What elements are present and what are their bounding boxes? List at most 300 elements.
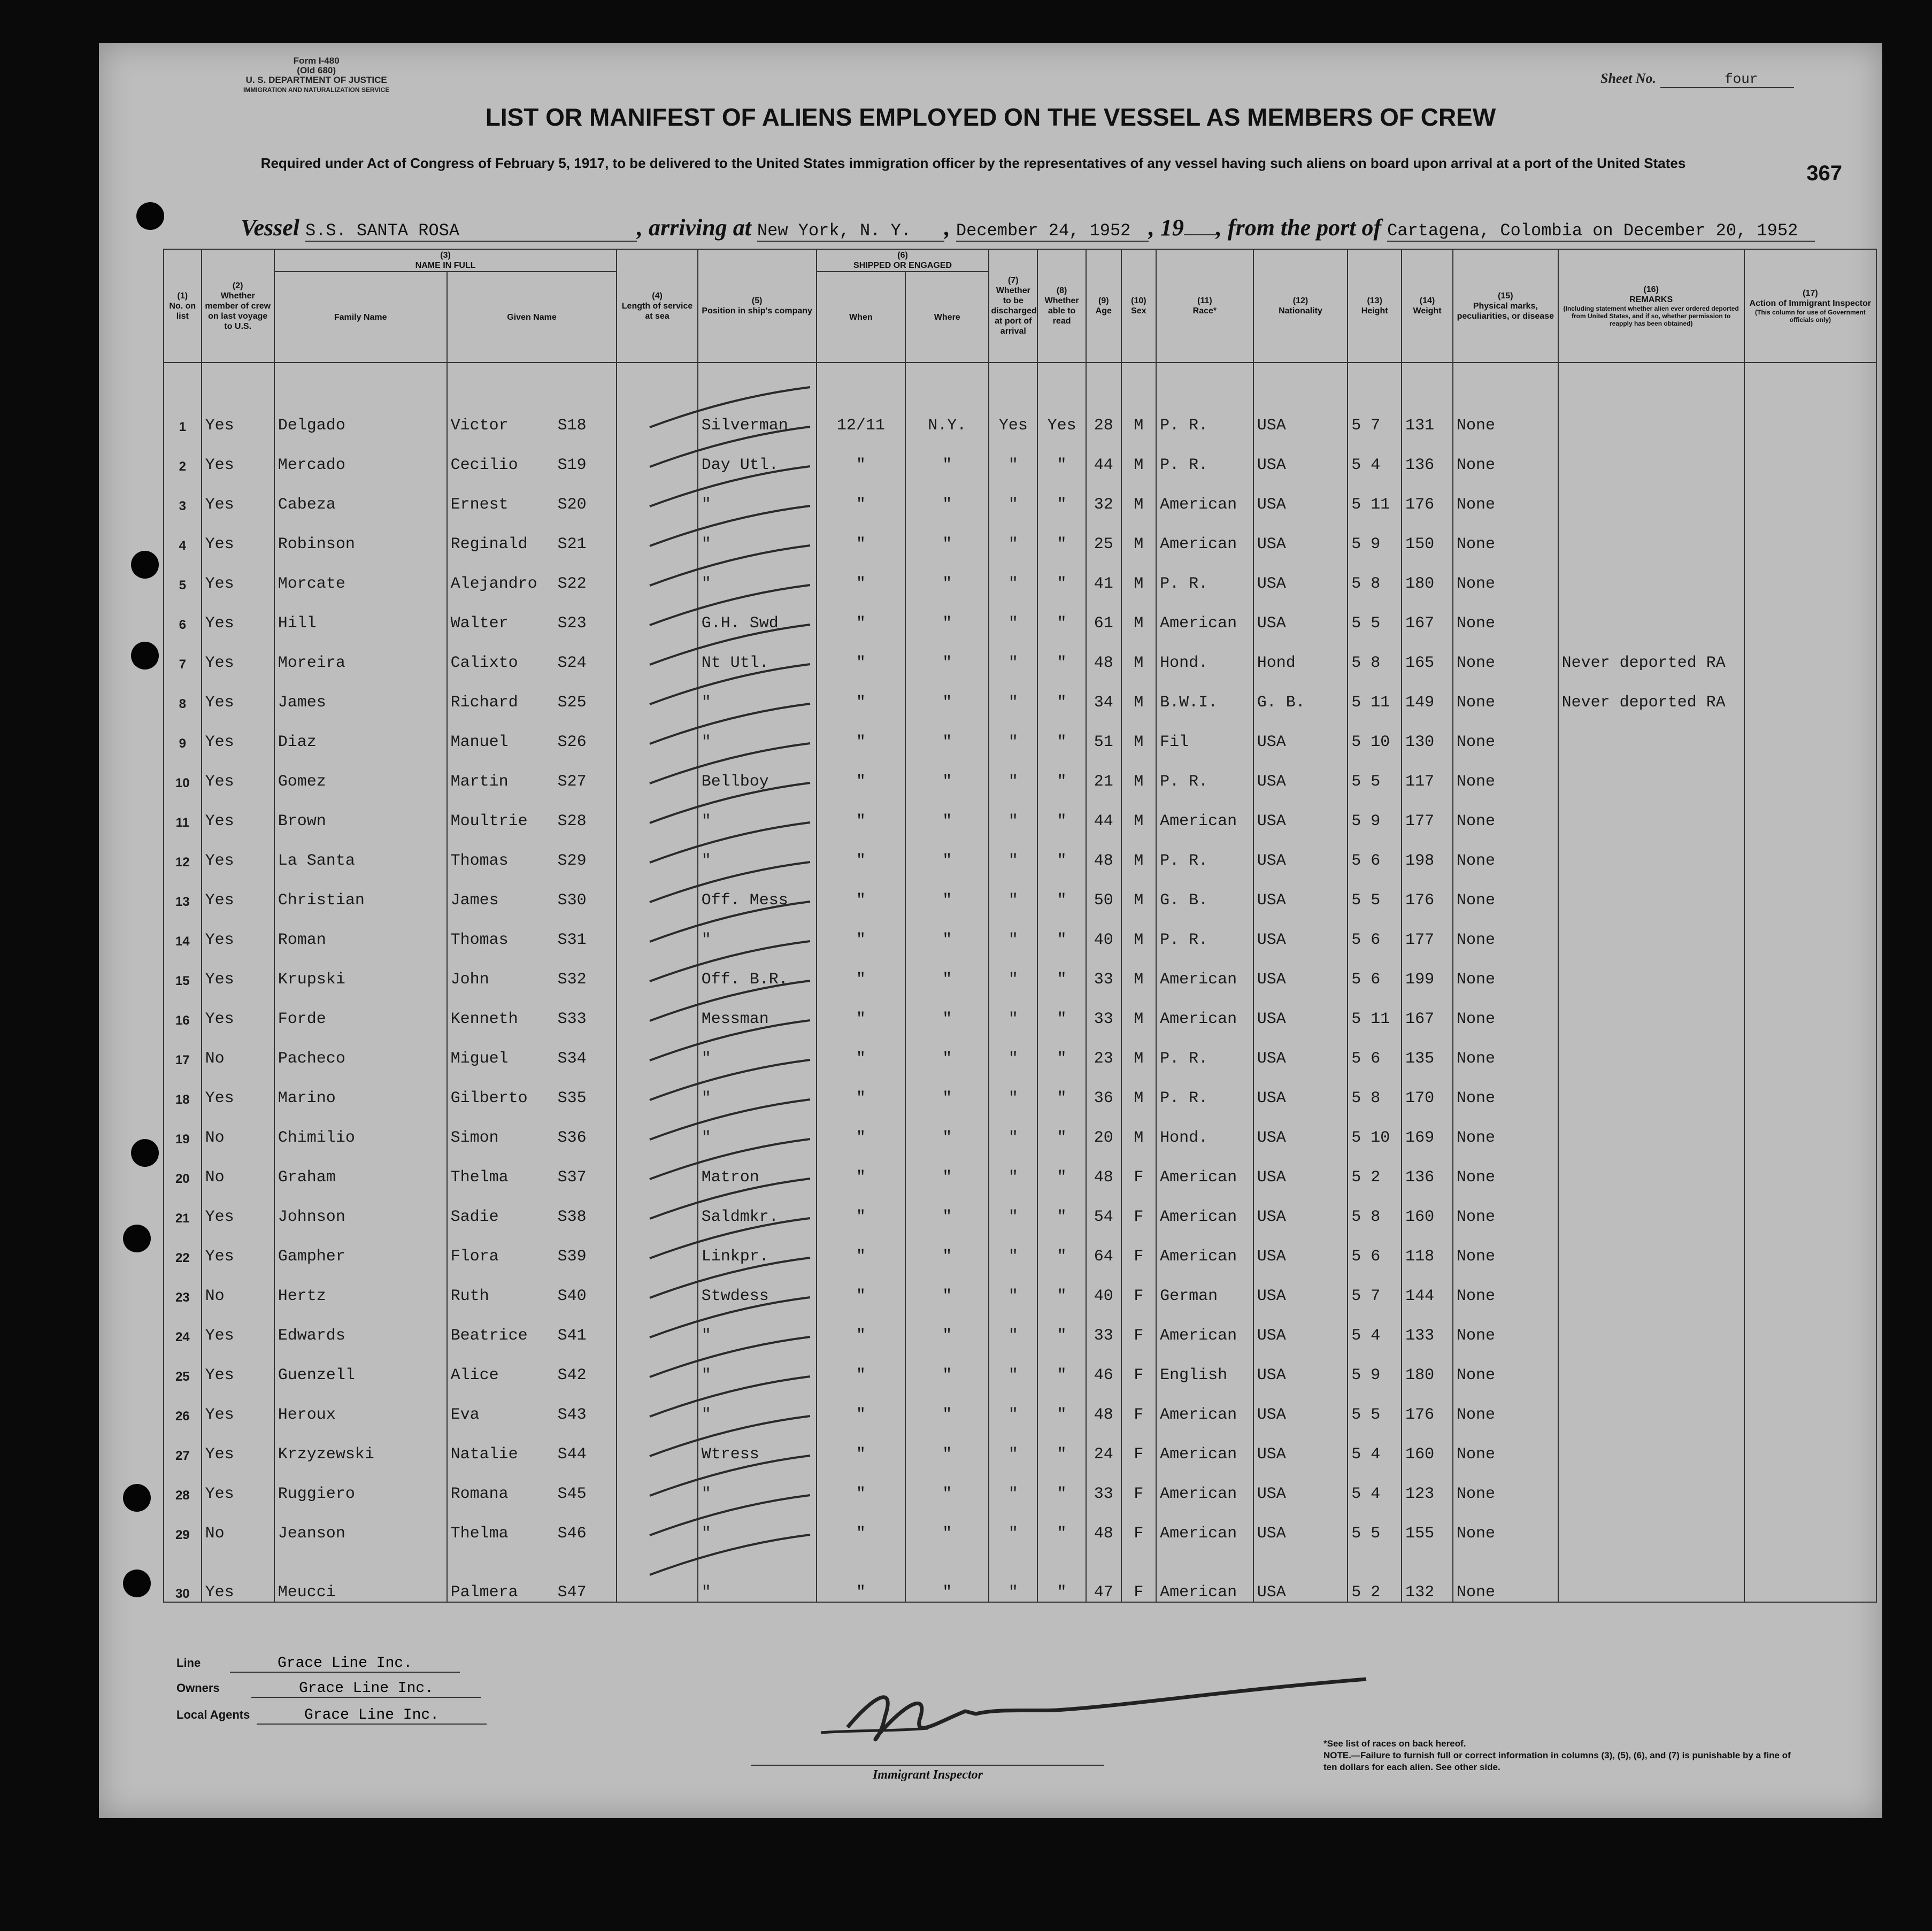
row-position: " xyxy=(698,1384,817,1424)
row-given-name xyxy=(447,1147,617,1187)
row-discharged: " xyxy=(989,633,1037,672)
row-length-service xyxy=(617,514,697,553)
row-race: P. R. xyxy=(1156,395,1253,435)
row-action xyxy=(1744,870,1876,910)
row-remarks xyxy=(1558,751,1744,791)
row-member: No xyxy=(202,1028,274,1068)
given-name: John xyxy=(450,971,489,989)
row-race: G. B. xyxy=(1156,870,1253,910)
row-height: 5 5 xyxy=(1348,751,1402,791)
row-number: 21 xyxy=(164,1187,202,1226)
row-nationality: USA xyxy=(1253,989,1348,1028)
row-action xyxy=(1744,514,1876,553)
row-nationality: USA xyxy=(1253,1305,1348,1345)
row-member: Yes xyxy=(202,593,274,633)
row-remarks xyxy=(1558,1028,1744,1068)
row-member: Yes xyxy=(202,1424,274,1464)
row-discharged: " xyxy=(989,1068,1037,1107)
header-nationality: (12) Nationality xyxy=(1253,249,1348,363)
row-when: " xyxy=(817,514,905,553)
row-where: " xyxy=(905,1345,989,1384)
row-age: 64 xyxy=(1086,1226,1121,1266)
row-remarks xyxy=(1558,1305,1744,1345)
row-weight: 118 xyxy=(1402,1226,1453,1266)
row-where: " xyxy=(905,1068,989,1107)
row-member: No xyxy=(202,1503,274,1543)
row-discharged: " xyxy=(989,989,1037,1028)
row-length-service xyxy=(617,1424,697,1464)
row-weight: 176 xyxy=(1402,1384,1453,1424)
row-remarks xyxy=(1558,949,1744,989)
table-row xyxy=(164,989,1876,1028)
row-family-name: Pacheco xyxy=(274,1028,447,1068)
binder-hole xyxy=(136,202,164,230)
row-action xyxy=(1744,1464,1876,1503)
row-sex: M xyxy=(1121,830,1157,870)
row-race: American xyxy=(1156,1147,1253,1187)
row-sex: F xyxy=(1121,1305,1157,1345)
department: U. S. DEPARTMENT OF JUSTICE xyxy=(245,75,387,85)
header-physical: (15) Physical marks, peculiarities, or disease xyxy=(1453,249,1558,363)
row-discharged: " xyxy=(989,553,1037,593)
row-height: 5 11 xyxy=(1348,672,1402,712)
row-position: " xyxy=(698,1107,817,1147)
crew-code: S34 xyxy=(557,1050,587,1068)
row-discharged: " xyxy=(989,1305,1037,1345)
row-able-to-read: " xyxy=(1037,1424,1086,1464)
header-position: (5) Position in ship's company xyxy=(698,249,817,363)
row-length-service xyxy=(617,1305,697,1345)
header-able-to-read: (8) Whether able to read xyxy=(1037,249,1086,363)
row-weight: 130 xyxy=(1402,712,1453,751)
row-action xyxy=(1744,1424,1876,1464)
row-height: 5 7 xyxy=(1348,1266,1402,1305)
row-discharged: " xyxy=(989,1226,1037,1266)
row-sex: M xyxy=(1121,1068,1157,1107)
given-name: Walter xyxy=(450,614,509,633)
binder-hole xyxy=(131,551,159,579)
row-member: Yes xyxy=(202,712,274,751)
row-number: 9 xyxy=(164,712,202,751)
crew-code: S43 xyxy=(557,1406,587,1424)
row-where: " xyxy=(905,1424,989,1464)
crew-code: S19 xyxy=(557,456,587,474)
row-remarks xyxy=(1558,712,1744,751)
row-position: Off. Mess xyxy=(698,870,817,910)
row-when: " xyxy=(817,949,905,989)
table-row xyxy=(164,1543,1876,1602)
row-physical: None xyxy=(1453,1266,1558,1305)
row-action xyxy=(1744,1266,1876,1305)
row-action xyxy=(1744,553,1876,593)
row-able-to-read: " xyxy=(1037,949,1086,989)
row-race: B.W.I. xyxy=(1156,672,1253,712)
row-given-name xyxy=(447,1266,617,1305)
row-able-to-read: " xyxy=(1037,1543,1086,1602)
given-name: Richard xyxy=(450,694,518,712)
row-where: " xyxy=(905,1503,989,1543)
row-given-name xyxy=(447,1345,617,1384)
row-number: 18 xyxy=(164,1068,202,1107)
row-position: " xyxy=(698,474,817,514)
header-race: (11) Race* xyxy=(1156,249,1253,363)
row-discharged: " xyxy=(989,474,1037,514)
row-position: Wtress xyxy=(698,1424,817,1464)
row-remarks: Never deported RA xyxy=(1558,672,1744,712)
row-action xyxy=(1744,1147,1876,1187)
row-physical: None xyxy=(1453,1305,1558,1345)
row-discharged: " xyxy=(989,910,1037,949)
sheet-number-label: Sheet No. xyxy=(1600,71,1656,86)
header-shipped: (6) SHIPPED OR ENGAGED xyxy=(817,249,989,272)
row-weight: 177 xyxy=(1402,910,1453,949)
row-nationality: USA xyxy=(1253,1187,1348,1226)
row-given-name xyxy=(447,949,617,989)
row-able-to-read: " xyxy=(1037,1147,1086,1187)
row-physical: None xyxy=(1453,830,1558,870)
row-race: P. R. xyxy=(1156,1068,1253,1107)
table-row xyxy=(164,1187,1876,1226)
given-name: Cecilio xyxy=(450,456,518,474)
row-number: 3 xyxy=(164,474,202,514)
form-number: Form I-480 xyxy=(293,56,340,66)
row-physical: None xyxy=(1453,712,1558,751)
row-member: Yes xyxy=(202,1464,274,1503)
row-nationality: USA xyxy=(1253,474,1348,514)
row-length-service xyxy=(617,395,697,435)
row-height: 5 9 xyxy=(1348,791,1402,830)
row-action xyxy=(1744,1384,1876,1424)
crew-code: S46 xyxy=(557,1525,587,1543)
row-when: " xyxy=(817,1028,905,1068)
row-where: " xyxy=(905,553,989,593)
crew-code: S38 xyxy=(557,1208,587,1226)
row-age: 44 xyxy=(1086,435,1121,474)
crew-code: S33 xyxy=(557,1010,587,1028)
row-weight: 136 xyxy=(1402,1147,1453,1187)
row-sex: M xyxy=(1121,593,1157,633)
row-physical: None xyxy=(1453,1187,1558,1226)
row-action xyxy=(1744,1345,1876,1384)
row-race: P. R. xyxy=(1156,910,1253,949)
row-nationality: USA xyxy=(1253,1147,1348,1187)
row-number: 24 xyxy=(164,1305,202,1345)
row-position: Nt Utl. xyxy=(698,633,817,672)
row-sex: M xyxy=(1121,474,1157,514)
row-number: 19 xyxy=(164,1107,202,1147)
row-height: 5 8 xyxy=(1348,1187,1402,1226)
row-length-service xyxy=(617,791,697,830)
crew-code: S29 xyxy=(557,852,587,870)
inspector-label: Immigrant Inspector xyxy=(751,1765,1104,1782)
table-row xyxy=(164,395,1876,435)
row-sex: F xyxy=(1121,1384,1157,1424)
row-family-name: Meucci xyxy=(274,1543,447,1602)
row-action xyxy=(1744,633,1876,672)
crew-code: S47 xyxy=(557,1583,587,1602)
row-remarks xyxy=(1558,395,1744,435)
row-race: P. R. xyxy=(1156,435,1253,474)
row-remarks xyxy=(1558,1464,1744,1503)
row-family-name: Christian xyxy=(274,870,447,910)
row-given-name xyxy=(447,1028,617,1068)
row-height: 5 5 xyxy=(1348,1384,1402,1424)
row-position: " xyxy=(698,1028,817,1068)
row-race: Fil xyxy=(1156,712,1253,751)
row-number: 15 xyxy=(164,949,202,989)
row-nationality: G. B. xyxy=(1253,672,1348,712)
given-name: Palmera xyxy=(450,1583,518,1602)
row-family-name: Cabeza xyxy=(274,474,447,514)
row-family-name: Hertz xyxy=(274,1266,447,1305)
row-physical: None xyxy=(1453,1068,1558,1107)
row-when: " xyxy=(817,751,905,791)
row-position: " xyxy=(698,514,817,553)
row-action xyxy=(1744,435,1876,474)
header-where: Where xyxy=(905,272,989,363)
row-height: 5 5 xyxy=(1348,593,1402,633)
row-action xyxy=(1744,1107,1876,1147)
row-race: American xyxy=(1156,514,1253,553)
row-able-to-read: " xyxy=(1037,633,1086,672)
row-able-to-read: " xyxy=(1037,553,1086,593)
row-age: 33 xyxy=(1086,1305,1121,1345)
row-action xyxy=(1744,1226,1876,1266)
row-length-service xyxy=(617,1187,697,1226)
row-height: 5 2 xyxy=(1348,1147,1402,1187)
year-label: , 19 xyxy=(1148,214,1184,241)
row-nationality: USA xyxy=(1253,1107,1348,1147)
row-family-name: Delgado xyxy=(274,395,447,435)
row-able-to-read: " xyxy=(1037,1345,1086,1384)
row-remarks xyxy=(1558,1107,1744,1147)
row-family-name: Brown xyxy=(274,791,447,830)
row-member: No xyxy=(202,1107,274,1147)
row-height: 5 8 xyxy=(1348,553,1402,593)
row-age: 50 xyxy=(1086,870,1121,910)
row-remarks xyxy=(1558,1226,1744,1266)
row-action xyxy=(1744,989,1876,1028)
row-sex: M xyxy=(1121,1107,1157,1147)
row-where: " xyxy=(905,870,989,910)
row-physical: None xyxy=(1453,672,1558,712)
row-remarks xyxy=(1558,514,1744,553)
sheet-number-value: four xyxy=(1660,71,1794,88)
row-where: " xyxy=(905,633,989,672)
row-member: Yes xyxy=(202,1187,274,1226)
row-length-service xyxy=(617,949,697,989)
header-discharged: (7) Whether to be discharged at port of arrival xyxy=(989,249,1037,363)
crew-code: S25 xyxy=(557,694,587,712)
row-given-name xyxy=(447,1543,617,1602)
arrival-port: New York, N. Y. xyxy=(757,221,944,242)
row-sex: M xyxy=(1121,1028,1157,1068)
row-member: Yes xyxy=(202,1226,274,1266)
row-length-service xyxy=(617,1028,697,1068)
row-race: American xyxy=(1156,1187,1253,1226)
row-position: " xyxy=(698,1503,817,1543)
row-action xyxy=(1744,949,1876,989)
row-weight: 160 xyxy=(1402,1424,1453,1464)
row-given-name xyxy=(447,672,617,712)
row-family-name: Roman xyxy=(274,910,447,949)
row-weight: 132 xyxy=(1402,1543,1453,1602)
crew-code: S28 xyxy=(557,812,587,830)
row-when: " xyxy=(817,712,905,751)
row-discharged: " xyxy=(989,1424,1037,1464)
row-nationality: USA xyxy=(1253,751,1348,791)
row-height: 5 9 xyxy=(1348,514,1402,553)
row-when: " xyxy=(817,989,905,1028)
table-row xyxy=(164,1464,1876,1503)
row-age: 51 xyxy=(1086,712,1121,751)
row-age: 48 xyxy=(1086,830,1121,870)
row-action xyxy=(1744,712,1876,751)
table-row xyxy=(164,435,1876,474)
row-discharged: Yes xyxy=(989,395,1037,435)
arrival-date: December 24, 1952 xyxy=(956,221,1149,242)
row-weight: 169 xyxy=(1402,1107,1453,1147)
sheet-number xyxy=(1600,71,1794,88)
row-family-name: Morcate xyxy=(274,553,447,593)
table-row xyxy=(164,1384,1876,1424)
row-position: " xyxy=(698,672,817,712)
table-row xyxy=(164,1424,1876,1464)
row-member: Yes xyxy=(202,1305,274,1345)
row-where: " xyxy=(905,989,989,1028)
row-where: " xyxy=(905,910,989,949)
row-position: " xyxy=(698,1068,817,1107)
arriving-label: , arriving at xyxy=(637,214,751,241)
row-where: " xyxy=(905,830,989,870)
row-family-name: Chimilio xyxy=(274,1107,447,1147)
table-row xyxy=(164,593,1876,633)
row-able-to-read: " xyxy=(1037,751,1086,791)
row-sex: F xyxy=(1121,1266,1157,1305)
row-race: American xyxy=(1156,1543,1253,1602)
row-able-to-read: " xyxy=(1037,830,1086,870)
row-remarks xyxy=(1558,870,1744,910)
row-when: " xyxy=(817,910,905,949)
row-age: 61 xyxy=(1086,593,1121,633)
row-position: Day Utl. xyxy=(698,435,817,474)
row-given-name xyxy=(447,1464,617,1503)
row-race: American xyxy=(1156,1464,1253,1503)
row-able-to-read: " xyxy=(1037,435,1086,474)
row-discharged: " xyxy=(989,514,1037,553)
row-length-service xyxy=(617,633,697,672)
table-row xyxy=(164,633,1876,672)
row-age: 24 xyxy=(1086,1424,1121,1464)
row-number: 11 xyxy=(164,791,202,830)
given-name: Kenneth xyxy=(450,1010,518,1028)
row-physical: None xyxy=(1453,395,1558,435)
row-where: " xyxy=(905,1266,989,1305)
row-action xyxy=(1744,1305,1876,1345)
row-age: 54 xyxy=(1086,1187,1121,1226)
row-action xyxy=(1744,751,1876,791)
row-remarks xyxy=(1558,435,1744,474)
row-nationality: USA xyxy=(1253,870,1348,910)
row-length-service xyxy=(617,1266,697,1305)
row-race: American xyxy=(1156,989,1253,1028)
row-nationality: USA xyxy=(1253,791,1348,830)
row-nationality: USA xyxy=(1253,514,1348,553)
row-race: English xyxy=(1156,1345,1253,1384)
table-row xyxy=(164,712,1876,751)
row-number: 2 xyxy=(164,435,202,474)
crew-code: S44 xyxy=(557,1445,587,1464)
row-number: 22 xyxy=(164,1226,202,1266)
row-sex: M xyxy=(1121,870,1157,910)
row-age: 20 xyxy=(1086,1107,1121,1147)
row-when: " xyxy=(817,1345,905,1384)
crew-code: S23 xyxy=(557,614,587,633)
row-when: " xyxy=(817,1424,905,1464)
row-height: 5 11 xyxy=(1348,474,1402,514)
row-race: American xyxy=(1156,1226,1253,1266)
row-height: 5 9 xyxy=(1348,1345,1402,1384)
row-when: 12/11 xyxy=(817,395,905,435)
header-no-on-list: (1) No. on list xyxy=(164,249,202,363)
row-race: P. R. xyxy=(1156,1028,1253,1068)
row-family-name: Johnson xyxy=(274,1187,447,1226)
table-row xyxy=(164,791,1876,830)
row-remarks xyxy=(1558,791,1744,830)
footer-owners xyxy=(176,1680,481,1698)
row-action xyxy=(1744,593,1876,633)
row-given-name xyxy=(447,870,617,910)
row-family-name: Guenzell xyxy=(274,1345,447,1384)
row-weight: 180 xyxy=(1402,553,1453,593)
row-able-to-read: " xyxy=(1037,1305,1086,1345)
row-nationality: USA xyxy=(1253,593,1348,633)
row-position: Linkpr. xyxy=(698,1226,817,1266)
row-where: " xyxy=(905,435,989,474)
crew-code: S41 xyxy=(557,1327,587,1345)
table-row xyxy=(164,1226,1876,1266)
crew-code: S30 xyxy=(557,891,587,910)
row-member: Yes xyxy=(202,949,274,989)
row-family-name: Jeanson xyxy=(274,1503,447,1543)
row-number: 6 xyxy=(164,593,202,633)
row-discharged: " xyxy=(989,1345,1037,1384)
row-nationality: USA xyxy=(1253,949,1348,989)
row-position: Silverman xyxy=(698,395,817,435)
row-when: " xyxy=(817,830,905,870)
row-length-service xyxy=(617,1345,697,1384)
row-position: Messman xyxy=(698,989,817,1028)
row-number: 5 xyxy=(164,553,202,593)
vessel-line: Vessel S.S. SANTA ROSA , arriving at New York, N. Y. , December 24, 1952 , 19 , from the port of Cartagena, Colombia on December 20, 1952 xyxy=(241,214,1872,242)
given-name: Thomas xyxy=(450,852,509,870)
row-remarks xyxy=(1558,989,1744,1028)
row-physical: None xyxy=(1453,949,1558,989)
row-discharged: " xyxy=(989,1503,1037,1543)
page-title: LIST OR MANIFEST OF ALIENS EMPLOYED ON THE VESSEL AS MEMBERS OF CREW xyxy=(485,103,1496,131)
row-given-name xyxy=(447,712,617,751)
row-family-name: La Santa xyxy=(274,830,447,870)
row-age: 48 xyxy=(1086,1147,1121,1187)
old-form-number: (Old 680) xyxy=(297,65,336,75)
row-number: 23 xyxy=(164,1266,202,1305)
crew-table xyxy=(163,249,1877,1603)
row-position: Matron xyxy=(698,1147,817,1187)
row-length-service xyxy=(617,751,697,791)
row-remarks xyxy=(1558,553,1744,593)
row-discharged: " xyxy=(989,1384,1037,1424)
row-physical: None xyxy=(1453,870,1558,910)
